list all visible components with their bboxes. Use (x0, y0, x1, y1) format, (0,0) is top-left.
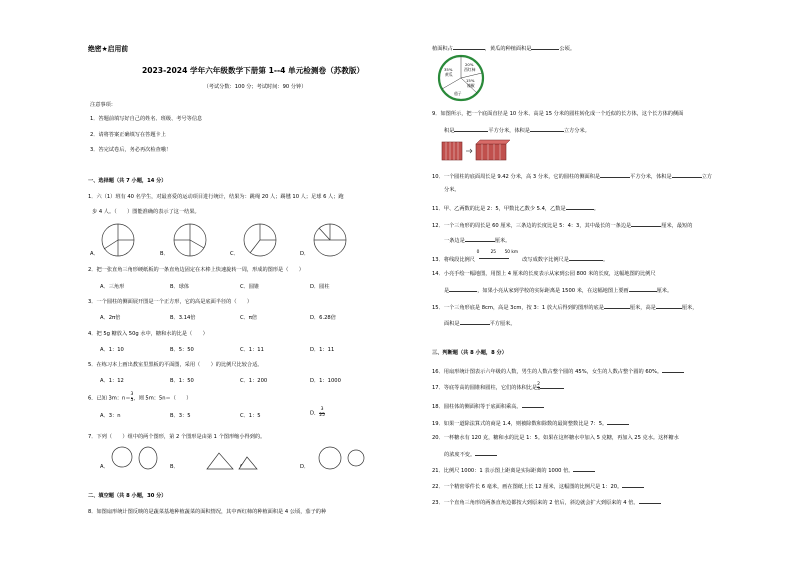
option-b[interactable]: B．3：5 (170, 413, 191, 419)
question-5: 5．在练习本上画出教室里黑板的平面图，采用（ ）的比例尺比较合适。 (88, 362, 263, 368)
pie-option-a[interactable] (100, 222, 136, 258)
answer-blank[interactable] (449, 285, 477, 292)
option-c[interactable]: C．圆锥 (240, 284, 260, 290)
question-8-cont: 植面积占 ，黄瓜的种植面积是 公顷。 (432, 43, 575, 52)
answer-blank[interactable] (566, 203, 594, 210)
option-a[interactable]: A．2π倍 (100, 315, 121, 321)
pie-label-pepper-pct: 15% (466, 78, 475, 83)
answer-blank[interactable] (672, 171, 702, 178)
option-b[interactable]: B．5：50 (170, 347, 194, 353)
shapes-option-c[interactable] (205, 451, 260, 471)
answer-blank[interactable] (600, 171, 630, 178)
answer-blank[interactable] (573, 465, 595, 472)
question-21: 21．比例尺 1000：1 表示图上距离是实际距离的 1000 倍。 (432, 465, 595, 474)
option-a[interactable]: A．三角形 (100, 284, 125, 290)
option-d[interactable]: D．6.28倍 (310, 315, 336, 321)
answer-blank[interactable] (569, 254, 603, 261)
fraction-denominator: 5 (130, 397, 134, 403)
pie-option-b[interactable] (172, 222, 208, 258)
question-14-cont: 是 ，如果小亮从家到学校的实际距离是 1500 米，在这幅地图上要画 厘米。 (444, 285, 672, 294)
answer-blank[interactable] (530, 125, 564, 132)
answer-blank[interactable] (460, 318, 490, 325)
pie-label-pepper: 辣椒 (467, 83, 475, 88)
question-9-cont: 积是 平方分米，体积是 立方分米。 (444, 125, 590, 134)
question-6: 6．已知 3m：n＝ $\frac{3}{5}$ ，则 5m：5n＝（ ） (88, 392, 192, 403)
option-d[interactable]: D． $\frac{3}{25}$ (310, 407, 325, 418)
exam-info: （考试分数：100 分；考试时间：90 分钟） (203, 84, 307, 90)
option-d-label: D． (300, 464, 310, 470)
section-title: 三、判断题（共 8 小题，8 分） (432, 350, 507, 356)
question-9: 9．如图所示，把一个底面直径是 10 分米、高是 15 分米的圆柱转化成一个近似的长方体，这个长方体的侧面 (432, 111, 684, 117)
question-12: 12．一个三角形的周长是 60 厘米，三条边的长度比是 5：4：3，其中最长的一条边是 厘米，最短的 (432, 220, 692, 229)
answer-blank[interactable] (465, 235, 495, 242)
vegetable-pie-chart (436, 53, 486, 103)
option-a[interactable]: A．1：12 (100, 378, 124, 384)
pie-label-tomato: 西红柿 (464, 67, 476, 72)
option-a-label: A． (90, 251, 99, 257)
question-15-cont: 面积是 平方厘米。 (444, 318, 516, 327)
question-22: 22．一个精密零件长 6 毫米，画在图纸上长 12 厘米，这幅图的比例尺是 1：20。 (432, 481, 644, 490)
page-title: 2023-2024 学年六年级数学下册第 1--4 单元检测卷（苏教版） (141, 66, 365, 75)
pie-label-cucumber: 黄瓜 (445, 72, 453, 77)
fraction-numerator: 3 (130, 392, 134, 397)
question-10: 10．一个圆柱的底面周长是 9.42 分米，高 3 分米，它的圆柱的侧面积是 平方分米，体积是 立方 (432, 171, 712, 180)
option-c[interactable]: C．π倍 (240, 315, 258, 321)
answer-blank[interactable] (540, 382, 564, 389)
option-d[interactable]: D．圆柱 (310, 284, 330, 290)
question-14: 14．小亮手绘一幅地图，用图上 4 厘米的长度表示从家到公园 800 米的长度，这幅地图的比例尺 (432, 271, 656, 277)
answer-blank[interactable] (631, 220, 661, 227)
answer-blank[interactable] (604, 302, 630, 309)
pie-option-c[interactable] (242, 222, 278, 258)
answer-blank[interactable] (531, 43, 559, 50)
line-scale: 0 25 50 km (477, 253, 521, 261)
answer-blank[interactable] (454, 125, 488, 132)
answer-blank[interactable] (453, 43, 485, 50)
option-b[interactable]: B．3.14倍 (170, 315, 196, 321)
answer-blank[interactable] (607, 418, 629, 425)
pie-label-tomato-pct: 20% (465, 62, 474, 67)
question-10-cont: 分米。 (444, 187, 460, 193)
notice-title: 注意事项： (90, 102, 116, 108)
notice-item: 2．请将答案正确填写在答题卡上 (90, 132, 166, 138)
shapes-option-a[interactable] (110, 445, 160, 471)
question-18: 18．圆柱体的侧面积等于底面积乘高。 (432, 401, 544, 410)
answer-blank[interactable] (639, 497, 661, 504)
cylinder-to-cuboid-figure (440, 138, 510, 164)
answer-blank[interactable] (522, 401, 544, 408)
question-20: 20．一杯糖水有 120 克，糖和水的比是 1：5。如果在这杯糖水中加入 5 克糖，再加入 25 克水。这杯糖水 (432, 435, 679, 441)
question-1-cont: 步 4 人。（ ）图能准确的表示了这一结果。 (92, 209, 200, 215)
option-a[interactable]: A．3：n (100, 413, 121, 419)
secret-mark: 绝密★启用前 (88, 45, 129, 53)
option-d-label: D． (300, 251, 310, 257)
question-8: 8．如图扇形统计图反映的是蔬菜基地种植蔬菜的面积情况，其中西红柿的种植面积是 4 公顷，茄子的种 (88, 509, 327, 515)
notice-item: 1．答题前填写好自己的姓名、班级、考号等信息 (90, 116, 203, 122)
question-2: 2．把一张直角三角形硬纸板的一条直角边固定在木棒上快速旋转一周，形成的图形是（ ） (88, 267, 304, 273)
option-c[interactable]: C．1：11 (240, 347, 264, 353)
question-3: 3．一个圆柱的侧面展开图是一个正方形，它的高是底面半径的（ ） (88, 299, 253, 305)
answer-blank[interactable] (622, 481, 644, 488)
answer-blank[interactable] (629, 285, 657, 292)
answer-blank[interactable] (475, 449, 497, 456)
answer-blank[interactable] (656, 302, 682, 309)
question-19: 19．如果一道除法算式的商是 1.4，则被除数和除数的最简整数比是 7：5。 (432, 418, 629, 427)
section-title: 一、选择题（共 7 小题，14 分） (88, 178, 167, 184)
shapes-option-d[interactable] (318, 445, 368, 471)
option-b-label: B． (160, 251, 169, 257)
pie-label-eggplant: 茄子 (454, 91, 462, 96)
option-c-label: C． (230, 251, 239, 257)
question-7: 7．下列（ ）组中的两个图形，第 2 个图形是由第 1 个图形缩小得到的。 (88, 434, 266, 440)
question-23: 23．一个直角三角形的两条直角边都按大到原来的 2 倍后，斜边就会扩大到原来的 4 倍。 (432, 497, 661, 506)
question-13: 13．将线段比例尺 0 25 50 km 改写成数字比例尺是 。 (432, 250, 609, 263)
option-c[interactable]: C．1：5 (240, 413, 261, 419)
question-15: 15．一个三角形底是 8cm，高是 3cm，按 3：1 放大后得到的图形的底是 厘米，高是 厘米， (432, 302, 697, 311)
notice-item: 3．答完试卷后，务必再次检查哦！ (90, 147, 172, 153)
option-b[interactable]: B．1：50 (170, 378, 194, 384)
section-title: 二、填空题（共 8 小题，30 分） (88, 493, 167, 499)
option-d[interactable]: D．1：11 (310, 347, 335, 353)
option-d[interactable]: D．1：1000 (310, 378, 341, 384)
pie-option-d[interactable] (312, 222, 348, 258)
option-a[interactable]: A．1：10 (100, 347, 124, 353)
option-c[interactable]: C．1：200 (240, 378, 268, 384)
question-1: 1．六（1）班有 40 名学生，对最喜爱的运动项目进行统计，结果为：跳绳 20 人；踢毽 10 人；足球 6 人；跑 (88, 194, 344, 200)
answer-blank[interactable] (662, 366, 684, 373)
option-b-label: B． (170, 464, 179, 470)
option-a-label: A． (100, 464, 109, 470)
question-11: 11．甲、乙两数的比是 2：5，甲数比乙数少 5.4，乙数是 。 (432, 203, 599, 212)
question-12-cont: 一条边是 厘米。 (444, 235, 510, 244)
question-17: 17．等底等高的圆锥和圆柱，它们的体积比是 $\frac{2}{3}$ (432, 382, 564, 393)
question-16: 16．用扇形统计图表示六年级的人数，男生的人数占整个圆的 45%，女生的人数占整个圆的 60%。 (432, 366, 684, 375)
pie-label-cucumber-pct: 35% (444, 67, 453, 72)
option-b[interactable]: B．球体 (170, 284, 190, 290)
question-4: 4．把 5g 糖放入 50g 水中，糖和水的比是（ ） (88, 331, 208, 337)
question-20-cont: 的浓度不变。 (444, 449, 497, 458)
